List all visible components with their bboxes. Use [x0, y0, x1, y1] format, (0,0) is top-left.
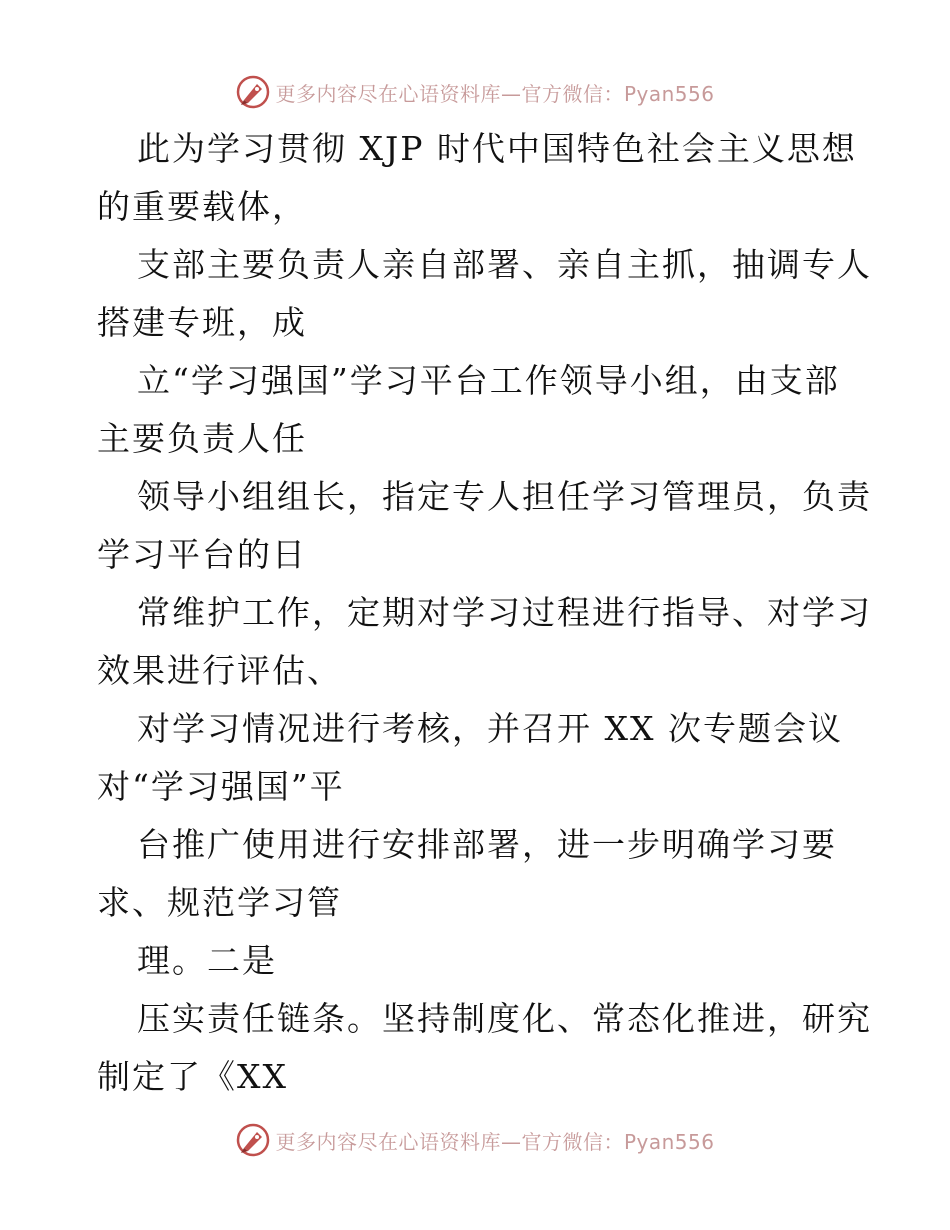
pen-nib-logo-icon	[235, 1122, 271, 1158]
text-line: 对学习情况进行考核，并召开 XX 次专题会议	[137, 709, 843, 748]
banner-text: 更多内容尽在心语资料库—官方微信：Pyan556	[275, 1129, 715, 1154]
text-line: 学习平台的日	[97, 535, 307, 574]
text-line: 搭建专班，成	[97, 303, 307, 342]
text-line: 的重要载体，	[97, 187, 307, 226]
header-banner	[0, 72, 950, 112]
text-line: 压实责任链条。坚持制度化、常态化推进，研究	[137, 999, 872, 1038]
text-line: 台推广使用进行安排部署，进一步明确学习要	[137, 825, 837, 864]
text-line: 制定了《XX	[97, 1057, 288, 1096]
text-line: 主要负责人任	[97, 419, 307, 458]
pen-nib-logo-icon	[235, 74, 271, 110]
document-body	[97, 120, 877, 1106]
text-line: 常维护工作，定期对学习过程进行指导、对学习	[137, 593, 872, 632]
text-line: 效果进行评估、	[97, 651, 342, 690]
text-line: 立“学习强国”学习平台工作领导小组，由支部	[137, 361, 840, 400]
text-line: 支部主要负责人亲自部署、亲自主抓，抽调专人	[137, 245, 872, 284]
text-line: 求、规范学习管	[97, 883, 342, 922]
text-line: 对“学习强国”平	[97, 767, 345, 806]
text-line: 理。二是	[137, 941, 277, 980]
footer-banner	[0, 1120, 950, 1160]
text-line: 领导小组组长，指定专人担任学习管理员，负责	[137, 477, 872, 516]
banner-text: 更多内容尽在心语资料库—官方微信：Pyan556	[275, 81, 715, 106]
text-line: 此为学习贯彻 XJP 时代中国特色社会主义思想	[137, 129, 857, 168]
